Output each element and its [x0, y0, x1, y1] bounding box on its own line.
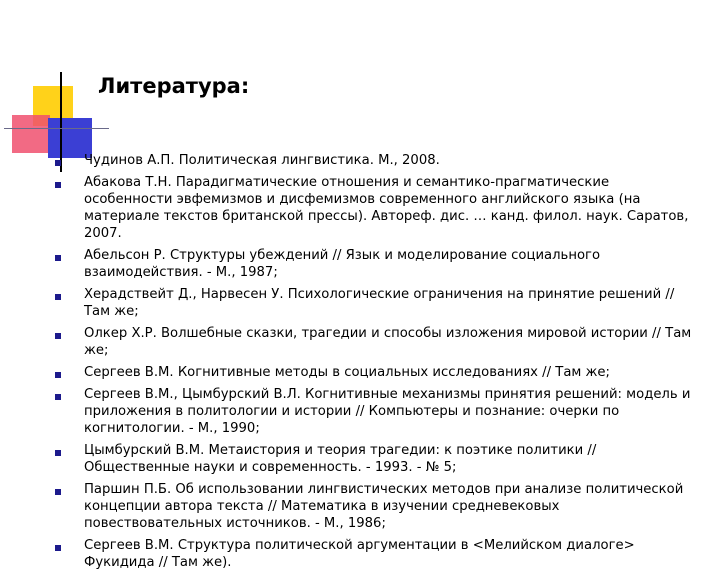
reference-item: [48, 481, 698, 532]
bullet-icon: [55, 160, 61, 166]
reference-item: [48, 247, 698, 281]
reference-text: Абельсон Р. Структуры убеждений // Язык и моделирование социального взаимодействия. - М., 1987;: [84, 248, 601, 280]
bullet-icon: [55, 255, 61, 261]
slide-title: Литература:: [98, 74, 250, 98]
bullet-icon: [55, 545, 61, 551]
bullet-icon: [55, 489, 61, 495]
reference-item: [48, 364, 698, 381]
decor-red-square: [12, 115, 50, 153]
reference-item: [48, 537, 698, 571]
reference-list: [48, 152, 698, 571]
reference-text: Сергеев В.М., Цымбурский В.Л. Когнитивные механизмы принятия решений: модель и приложения в политологии и истории // Компьютеры и познание: очерки по когнитологии. - М., 1990;: [84, 387, 691, 436]
reference-text: Сергеев В.М. Структура политической аргументации в <Мелийском диалоге> Фукидида // Там же).: [84, 538, 635, 570]
reference-text: Херадствейт Д., Нарвесен У. Психологические ограничения на принятие решений // Там же;: [84, 287, 675, 319]
reference-item: [48, 152, 698, 169]
reference-text: Паршин П.Б. Об использовании лингвистических методов при анализе политической концепции автора текста // Математика в изучении средневековых повествовательных источников. - М., 1986;: [84, 482, 684, 531]
bullet-icon: [55, 294, 61, 300]
reference-text: Абакова Т.Н. Парадигматические отношения и семантико-прагматические особенности эвфемизмов и дисфемизмов современного английского языка (на материале текстов британской прессы). Автореф. дис. … канд. филол. наук. Саратов, 2007.: [84, 175, 689, 241]
bullet-icon: [55, 450, 61, 456]
decor-horizontal-line: [4, 128, 109, 129]
reference-item: [48, 386, 698, 437]
reference-item: [48, 442, 698, 476]
bullet-icon: [55, 333, 61, 339]
reference-text: Цымбурский В.М. Метаистория и теория трагедии: к поэтике политики // Общественные науки и современность. - 1993. - № 5;: [84, 443, 597, 475]
bullet-icon: [55, 182, 61, 188]
reference-item: [48, 325, 698, 359]
reference-item: [48, 286, 698, 320]
reference-item: [48, 174, 698, 242]
bullet-icon: [55, 394, 61, 400]
reference-text: Олкер Х.Р. Волшебные сказки, трагедии и способы изложения мировой истории // Там же;: [84, 326, 692, 358]
reference-text: Чудинов А.П. Политическая лингвистика. М., 2008.: [84, 153, 440, 168]
reference-text: Сергеев В.М. Когнитивные методы в социальных исследованиях // Там же;: [84, 365, 610, 380]
bullet-icon: [55, 372, 61, 378]
